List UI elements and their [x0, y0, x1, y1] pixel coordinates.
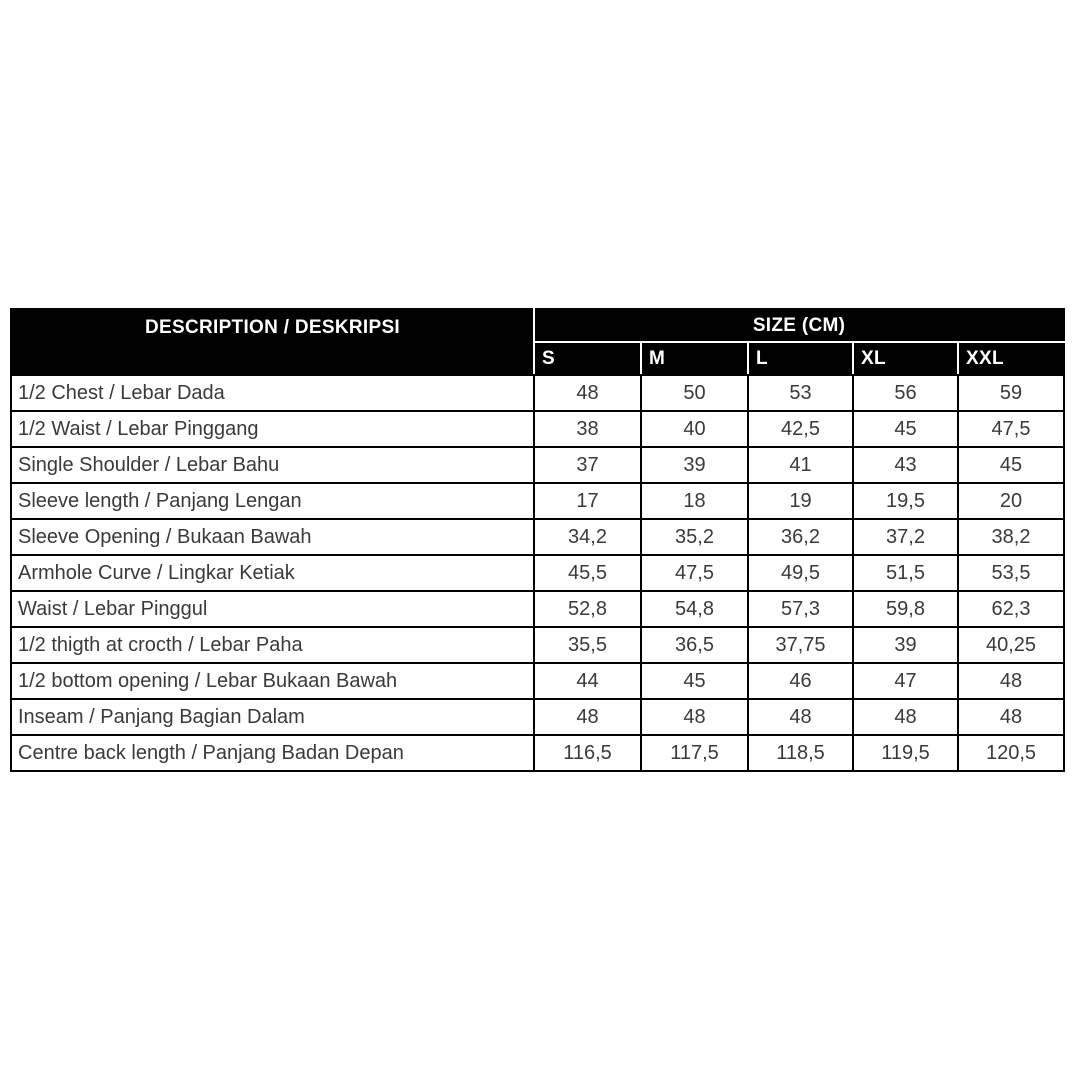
cell-value: 116,5: [534, 735, 641, 771]
table-row: [11, 699, 1064, 735]
cell-value: 47: [853, 663, 958, 699]
cell-value: 40: [641, 411, 748, 447]
table-row: [11, 483, 1064, 519]
cell-value: 45,5: [534, 555, 641, 591]
cell-value: 48: [534, 699, 641, 735]
size-group-header: SIZE (CM): [534, 309, 1064, 342]
size-chart-table: [10, 308, 1065, 772]
description-header: DESCRIPTION / DESKRIPSI: [11, 309, 534, 375]
cell-value: 38,2: [958, 519, 1064, 555]
table-row: [11, 627, 1064, 663]
cell-value: 45: [958, 447, 1064, 483]
size-col-s: S: [534, 342, 641, 375]
cell-value: 48: [641, 699, 748, 735]
row-label: 1/2 Chest / Lebar Dada: [11, 375, 534, 411]
row-label: 1/2 thigth at crocth / Lebar Paha: [11, 627, 534, 663]
cell-value: 20: [958, 483, 1064, 519]
size-col-l: L: [748, 342, 853, 375]
cell-value: 18: [641, 483, 748, 519]
cell-value: 17: [534, 483, 641, 519]
cell-value: 59: [958, 375, 1064, 411]
cell-value: 19: [748, 483, 853, 519]
table-row: [11, 735, 1064, 771]
cell-value: 35,2: [641, 519, 748, 555]
row-label: Sleeve length / Panjang Lengan: [11, 483, 534, 519]
cell-value: 46: [748, 663, 853, 699]
cell-value: 35,5: [534, 627, 641, 663]
row-label: Armhole Curve / Lingkar Ketiak: [11, 555, 534, 591]
table-row: [11, 411, 1064, 447]
size-col-m: M: [641, 342, 748, 375]
cell-value: 51,5: [853, 555, 958, 591]
cell-value: 36,2: [748, 519, 853, 555]
cell-value: 118,5: [748, 735, 853, 771]
cell-value: 40,25: [958, 627, 1064, 663]
cell-value: 50: [641, 375, 748, 411]
cell-value: 41: [748, 447, 853, 483]
cell-value: 19,5: [853, 483, 958, 519]
cell-value: 43: [853, 447, 958, 483]
cell-value: 44: [534, 663, 641, 699]
cell-value: 42,5: [748, 411, 853, 447]
cell-value: 36,5: [641, 627, 748, 663]
size-col-xxl: XXL: [958, 342, 1064, 375]
cell-value: 56: [853, 375, 958, 411]
table-row: [11, 519, 1064, 555]
cell-value: 119,5: [853, 735, 958, 771]
cell-value: 37: [534, 447, 641, 483]
table-row: [11, 663, 1064, 699]
cell-value: 39: [853, 627, 958, 663]
table-row: [11, 375, 1064, 411]
cell-value: 48: [534, 375, 641, 411]
cell-value: 54,8: [641, 591, 748, 627]
cell-value: 45: [853, 411, 958, 447]
row-label: Waist / Lebar Pinggul: [11, 591, 534, 627]
cell-value: 48: [748, 699, 853, 735]
cell-value: 53: [748, 375, 853, 411]
row-label: Single Shoulder / Lebar Bahu: [11, 447, 534, 483]
row-label: 1/2 Waist / Lebar Pinggang: [11, 411, 534, 447]
cell-value: 52,8: [534, 591, 641, 627]
cell-value: 48: [958, 699, 1064, 735]
cell-value: 47,5: [958, 411, 1064, 447]
table-row: [11, 447, 1064, 483]
cell-value: 120,5: [958, 735, 1064, 771]
row-label: Sleeve Opening / Bukaan Bawah: [11, 519, 534, 555]
cell-value: 37,2: [853, 519, 958, 555]
row-label: Centre back length / Panjang Badan Depan: [11, 735, 534, 771]
cell-value: 62,3: [958, 591, 1064, 627]
cell-value: 47,5: [641, 555, 748, 591]
cell-value: 37,75: [748, 627, 853, 663]
table-row: [11, 555, 1064, 591]
row-label: 1/2 bottom opening / Lebar Bukaan Bawah: [11, 663, 534, 699]
cell-value: 38: [534, 411, 641, 447]
cell-value: 34,2: [534, 519, 641, 555]
cell-value: 57,3: [748, 591, 853, 627]
cell-value: 53,5: [958, 555, 1064, 591]
size-col-xl: XL: [853, 342, 958, 375]
header-row-group: [11, 309, 1064, 342]
cell-value: 59,8: [853, 591, 958, 627]
cell-value: 39: [641, 447, 748, 483]
cell-value: 117,5: [641, 735, 748, 771]
cell-value: 48: [853, 699, 958, 735]
row-label: Inseam / Panjang Bagian Dalam: [11, 699, 534, 735]
cell-value: 45: [641, 663, 748, 699]
cell-value: 48: [958, 663, 1064, 699]
table-row: [11, 591, 1064, 627]
cell-value: 49,5: [748, 555, 853, 591]
